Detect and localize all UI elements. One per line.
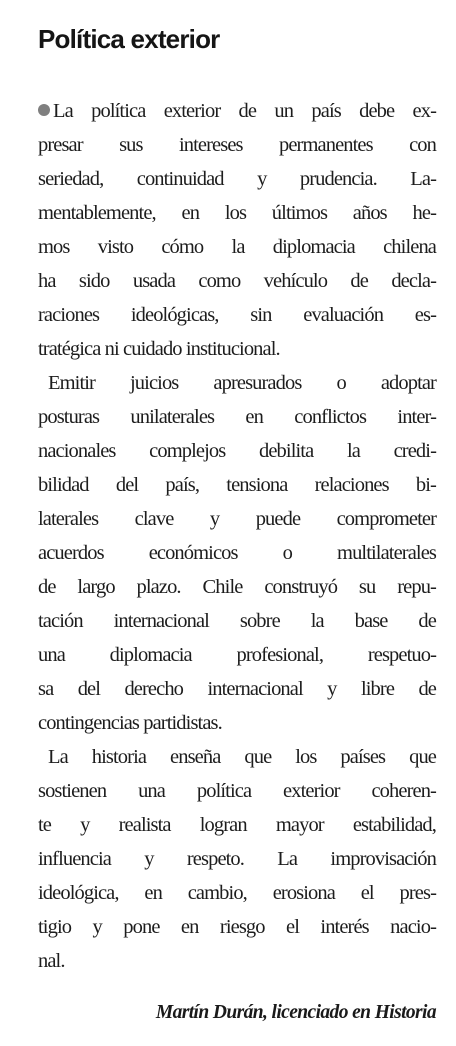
paragraph-3-line-6: tigio y pone en riesgo el interés nacio- [38, 916, 436, 938]
paragraph-1-line-4: mentablemente, en los últimos años he- [38, 202, 436, 224]
paragraph-2-line-3: nacionales complejos debilita la credi- [38, 440, 436, 462]
paragraph-1-line-5: mos visto cómo la diplomacia chilena [38, 236, 436, 258]
paragraph-2-line-9: una diplomacia profesional, respetuo- [38, 644, 436, 666]
bullet-icon [38, 104, 50, 116]
paragraph-1-line-3: seriedad, continuidad y prudencia. La- [38, 168, 436, 190]
paragraph-3-line-5: ideológica, en cambio, erosiona el pres- [38, 882, 436, 904]
paragraph-2-line-7: de largo plazo. Chile construyó su repu- [38, 576, 436, 598]
paragraph-3-line-1: La historia enseña que los países que [48, 746, 436, 768]
paragraph-2-line-6: acuerdos económicos o multilaterales [38, 542, 436, 564]
paragraph-3-line-3: te y realista logran mayor estabilidad, [38, 814, 436, 836]
paragraph-2-line-4: bilidad del país, tensiona relaciones bi- [38, 474, 436, 496]
paragraph-1-line-7: raciones ideológicas, sin evaluación es- [38, 304, 436, 326]
paragraph-1-line-8: tratégica ni cuidado institucional. [38, 338, 280, 360]
paragraph-2-line-10: sa del derecho internacional y libre de [38, 678, 436, 700]
paragraph-1-line-1 [38, 94, 436, 128]
paragraph-3-line-2: sostienen una política exterior coheren- [38, 780, 436, 802]
paragraph-1-line-6: ha sido usada como vehículo de decla- [38, 270, 436, 292]
paragraph-2-line-5: laterales clave y puede comprometer [38, 508, 436, 530]
paragraph-2-line-1: Emitir juicios apresurados o adoptar [48, 372, 436, 394]
paragraph-3-line-4: influencia y respeto. La improvisación [38, 848, 436, 870]
headline: Política exterior [38, 24, 220, 54]
paragraph-1-line-1-text: La política exterior de un país debe ex- [53, 100, 436, 122]
paragraph-1-line-2: presar sus intereses permanentes con [38, 134, 436, 156]
paragraph-2-line-2: posturas unilaterales en conflictos inter- [38, 406, 436, 428]
paragraph-2-line-8: tación internacional sobre la base de [38, 610, 436, 632]
paragraph-2-line-11: contingencias partidistas. [38, 712, 222, 734]
author-signature: Martín Durán, licenciado en Historia [155, 1002, 436, 1023]
paragraph-3-line-7: nal. [38, 950, 65, 972]
